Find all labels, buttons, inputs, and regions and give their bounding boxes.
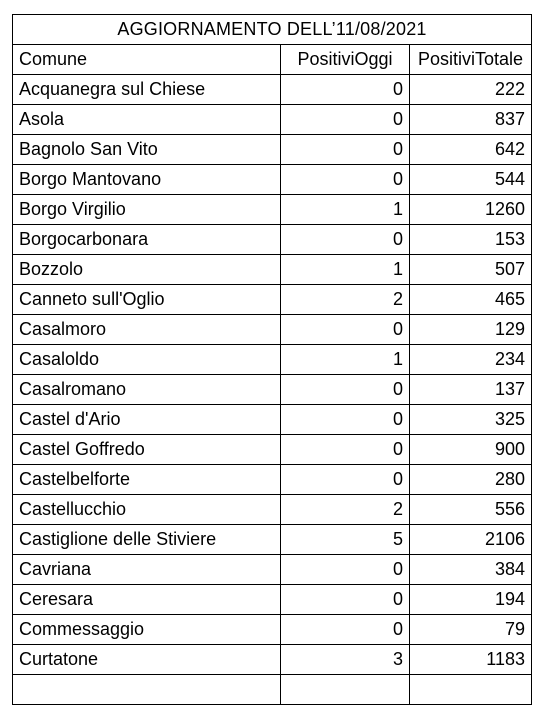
table-row xyxy=(13,675,532,705)
table-row xyxy=(13,645,532,675)
cell-positivi-totale: 129 xyxy=(410,315,532,345)
cell-comune: Curtatone xyxy=(13,645,281,675)
cell-positivi-oggi: 2 xyxy=(281,495,410,525)
cell-positivi-oggi: 3 xyxy=(281,645,410,675)
table-row xyxy=(13,195,532,225)
cell-comune: Cavriana xyxy=(13,555,281,585)
cell-positivi-oggi: 0 xyxy=(281,615,410,645)
cell-positivi-totale: 325 xyxy=(410,405,532,435)
cell-positivi-totale: 1260 xyxy=(410,195,532,225)
table-row xyxy=(13,135,532,165)
cell-comune: Castiglione delle Stiviere xyxy=(13,525,281,555)
cell-positivi-totale: 837 xyxy=(410,105,532,135)
cell-positivi-totale: 544 xyxy=(410,165,532,195)
spreadsheet xyxy=(12,14,531,705)
cell-positivi-oggi: 0 xyxy=(281,315,410,345)
cell-positivi-totale: 900 xyxy=(410,435,532,465)
title-row xyxy=(13,15,532,45)
cell-positivi-totale: 384 xyxy=(410,555,532,585)
cell-positivi-totale: 222 xyxy=(410,75,532,105)
table-row xyxy=(13,165,532,195)
cell-comune: Acquanegra sul Chiese xyxy=(13,75,281,105)
cell-positivi-oggi: 0 xyxy=(281,405,410,435)
cell-comune xyxy=(13,675,281,705)
cell-positivi-totale: 2106 xyxy=(410,525,532,555)
cell-positivi-totale: 137 xyxy=(410,375,532,405)
cell-comune: Borgo Virgilio xyxy=(13,195,281,225)
header-positivi-totale: PositiviTotale xyxy=(410,45,532,75)
cell-comune: Bagnolo San Vito xyxy=(13,135,281,165)
header-positivi-oggi: PositiviOggi xyxy=(281,45,410,75)
header-row xyxy=(13,45,532,75)
cell-positivi-oggi: 1 xyxy=(281,255,410,285)
cell-positivi-oggi: 0 xyxy=(281,225,410,255)
table-row xyxy=(13,435,532,465)
cell-comune: Castellucchio xyxy=(13,495,281,525)
cell-comune: Casaloldo xyxy=(13,345,281,375)
cell-positivi-totale: 556 xyxy=(410,495,532,525)
cell-positivi-totale: 79 xyxy=(410,615,532,645)
cell-positivi-oggi: 1 xyxy=(281,195,410,225)
cell-positivi-totale xyxy=(410,675,532,705)
cell-positivi-totale: 153 xyxy=(410,225,532,255)
table-row xyxy=(13,495,532,525)
table-body xyxy=(13,75,532,705)
table-title: AGGIORNAMENTO DELL’11/08/2021 xyxy=(13,15,532,45)
table-row xyxy=(13,75,532,105)
header-comune: Comune xyxy=(13,45,281,75)
cell-positivi-oggi: 0 xyxy=(281,375,410,405)
table-row xyxy=(13,345,532,375)
cell-positivi-totale: 507 xyxy=(410,255,532,285)
cell-positivi-oggi: 0 xyxy=(281,585,410,615)
cell-positivi-oggi: 2 xyxy=(281,285,410,315)
cell-comune: Borgocarbonara xyxy=(13,225,281,255)
table-row xyxy=(13,255,532,285)
cell-positivi-totale: 642 xyxy=(410,135,532,165)
cell-comune: Casalromano xyxy=(13,375,281,405)
table-row xyxy=(13,285,532,315)
cell-comune: Canneto sull'Oglio xyxy=(13,285,281,315)
cell-positivi-oggi: 0 xyxy=(281,435,410,465)
table-row xyxy=(13,585,532,615)
cell-positivi-oggi: 0 xyxy=(281,135,410,165)
table-row xyxy=(13,555,532,585)
table-row xyxy=(13,525,532,555)
cell-comune: Castelbelforte xyxy=(13,465,281,495)
table-row xyxy=(13,615,532,645)
cell-comune: Asola xyxy=(13,105,281,135)
table-row xyxy=(13,375,532,405)
cell-positivi-oggi: 0 xyxy=(281,75,410,105)
cell-comune: Castel d'Ario xyxy=(13,405,281,435)
cell-positivi-totale: 234 xyxy=(410,345,532,375)
cell-positivi-oggi: 0 xyxy=(281,555,410,585)
cell-positivi-totale: 1183 xyxy=(410,645,532,675)
cell-positivi-totale: 194 xyxy=(410,585,532,615)
cell-positivi-oggi: 0 xyxy=(281,165,410,195)
cell-positivi-oggi: 0 xyxy=(281,465,410,495)
cell-positivi-oggi: 1 xyxy=(281,345,410,375)
cell-comune: Borgo Mantovano xyxy=(13,165,281,195)
table-row xyxy=(13,405,532,435)
table-row xyxy=(13,315,532,345)
cell-positivi-oggi: 5 xyxy=(281,525,410,555)
table-row xyxy=(13,225,532,255)
cell-comune: Bozzolo xyxy=(13,255,281,285)
table-row xyxy=(13,465,532,495)
cell-comune: Casalmoro xyxy=(13,315,281,345)
cell-comune: Ceresara xyxy=(13,585,281,615)
cell-positivi-oggi: 0 xyxy=(281,105,410,135)
cell-positivi-totale: 280 xyxy=(410,465,532,495)
cell-positivi-oggi xyxy=(281,675,410,705)
cell-comune: Castel Goffredo xyxy=(13,435,281,465)
positivi-table xyxy=(12,14,532,705)
table-row xyxy=(13,105,532,135)
cell-positivi-totale: 465 xyxy=(410,285,532,315)
cell-comune: Commessaggio xyxy=(13,615,281,645)
